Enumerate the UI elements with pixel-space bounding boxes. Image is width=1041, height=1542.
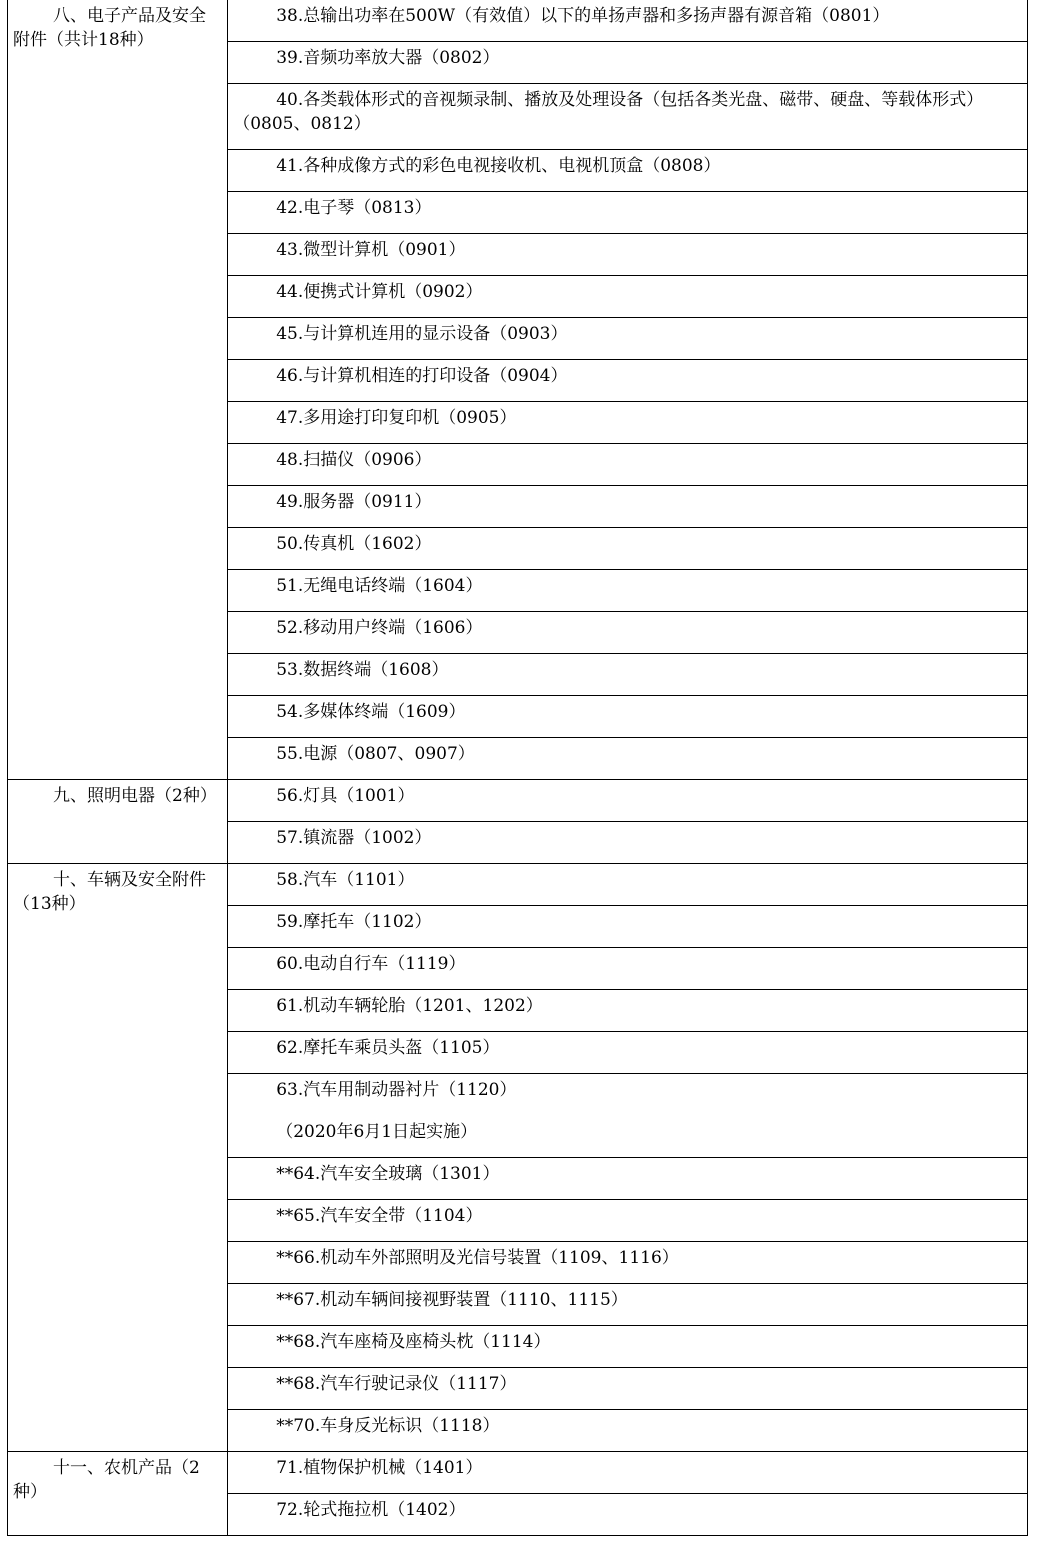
product-item-label: 60.电动自行车（1119） [276, 954, 466, 974]
product-item-cell [228, 1410, 1028, 1452]
product-catalog-table [7, 0, 1028, 1536]
table-row [8, 0, 1028, 42]
product-item-label: 56.灯具（1001） [276, 786, 415, 806]
product-item-cell [228, 780, 1028, 822]
product-item-cell [228, 234, 1028, 276]
product-item-cell [228, 1158, 1028, 1200]
product-item-label: 47.多用途打印复印机（0905） [276, 408, 517, 428]
product-item-label: 48.扫描仪（0906） [276, 450, 432, 470]
product-item-label: **67.机动车辆间接视野装置（1110、1115） [276, 1290, 628, 1310]
product-item-label: **68.汽车行驶记录仪（1117） [276, 1374, 517, 1394]
product-item-label: 38.总输出功率在500W（有效值）以下的单扬声器和多扬声器有源音箱（0801） [276, 6, 890, 26]
table-row [8, 864, 1028, 906]
product-item-cell [228, 402, 1028, 444]
product-item-label: **68.汽车座椅及座椅头枕（1114） [276, 1332, 551, 1352]
product-item-cell [228, 990, 1028, 1032]
table-row [8, 780, 1028, 822]
product-item-cell [228, 1284, 1028, 1326]
product-item-cell [228, 696, 1028, 738]
product-item-cell [228, 1368, 1028, 1410]
product-item-label: **70.车身反光标识（1118） [276, 1416, 500, 1436]
product-item-cell [228, 528, 1028, 570]
product-item-label: 58.汽车（1101） [276, 870, 415, 890]
product-item-cell [228, 738, 1028, 780]
product-item-cell [228, 1494, 1028, 1536]
product-item-label: 49.服务器（0911） [276, 492, 432, 512]
product-item-label: 45.与计算机连用的显示设备（0903） [276, 324, 568, 344]
product-item-cell [228, 948, 1028, 990]
product-item-cell [228, 864, 1028, 906]
product-item-label: 61.机动车辆轮胎（1201、1202） [276, 996, 543, 1016]
category-cell: 十一、农机产品（2种） [8, 1452, 228, 1536]
product-item-cell [228, 1074, 1028, 1158]
product-item-label: 50.传真机（1602） [276, 534, 432, 554]
product-item-cell [228, 1032, 1028, 1074]
product-item-label: 44.便携式计算机（0902） [276, 282, 483, 302]
product-item-cell [228, 360, 1028, 402]
product-item-label: 43.微型计算机（0901） [276, 240, 466, 260]
product-item-cell [228, 1200, 1028, 1242]
product-item-cell [228, 1242, 1028, 1284]
product-item-label: 71.植物保护机械（1401） [276, 1458, 483, 1478]
product-item-cell [228, 0, 1028, 42]
product-item-cell [228, 906, 1028, 948]
product-item-cell [228, 318, 1028, 360]
product-item-cell [228, 84, 1028, 150]
product-item-cell [228, 444, 1028, 486]
product-item-cell [228, 192, 1028, 234]
category-cell: 十、车辆及安全附件（13种） [8, 864, 228, 1452]
product-item-label: 41.各种成像方式的彩色电视接收机、电视机顶盒（0808） [276, 156, 721, 176]
product-item-cell [228, 1326, 1028, 1368]
product-item-label: 42.电子琴（0813） [276, 198, 432, 218]
product-item-cell [228, 276, 1028, 318]
effective-date-note: （2020年6月1日起实施） [276, 1122, 478, 1142]
category-cell: 九、照明电器（2种） [8, 780, 228, 864]
product-item-label: 39.音频功率放大器（0802） [276, 48, 500, 68]
product-item-label: 62.摩托车乘员头盔（1105） [276, 1038, 500, 1058]
product-item-label: 53.数据终端（1608） [276, 660, 449, 680]
product-item-cell [228, 612, 1028, 654]
product-item-label: **66.机动车外部照明及光信号装置（1109、1116） [276, 1248, 679, 1268]
product-item-label: 59.摩托车（1102） [276, 912, 432, 932]
product-item-cell [228, 570, 1028, 612]
product-item-label: 46.与计算机相连的打印设备（0904） [276, 366, 568, 386]
category-cell: 八、电子产品及安全附件（共计18种） [8, 0, 228, 780]
product-item-label: 55.电源（0807、0907） [276, 744, 475, 764]
product-item-cell [228, 150, 1028, 192]
product-item-cell [228, 486, 1028, 528]
product-item-label: 52.移动用户终端（1606） [276, 618, 483, 638]
product-item-label: 51.无绳电话终端（1604） [276, 576, 483, 596]
product-item-label: 72.轮式拖拉机（1402） [276, 1500, 466, 1520]
product-item-cell [228, 822, 1028, 864]
product-item-label: 40.各类载体形式的音视频录制、播放及处理设备（包括各类光盘、磁带、硬盘、等载体形式）（0805、0812） [233, 90, 984, 134]
product-item-label: 54.多媒体终端（1609） [276, 702, 466, 722]
product-item-cell [228, 654, 1028, 696]
table-row [8, 1452, 1028, 1494]
product-item-label: **65.汽车安全带（1104） [276, 1206, 483, 1226]
product-item-cell [228, 1452, 1028, 1494]
product-item-label: **64.汽车安全玻璃（1301） [276, 1164, 500, 1184]
product-item-label: 57.镇流器（1002） [276, 828, 432, 848]
product-item-cell [228, 42, 1028, 84]
product-item-label: 63.汽车用制动器衬片（1120） [276, 1080, 517, 1100]
